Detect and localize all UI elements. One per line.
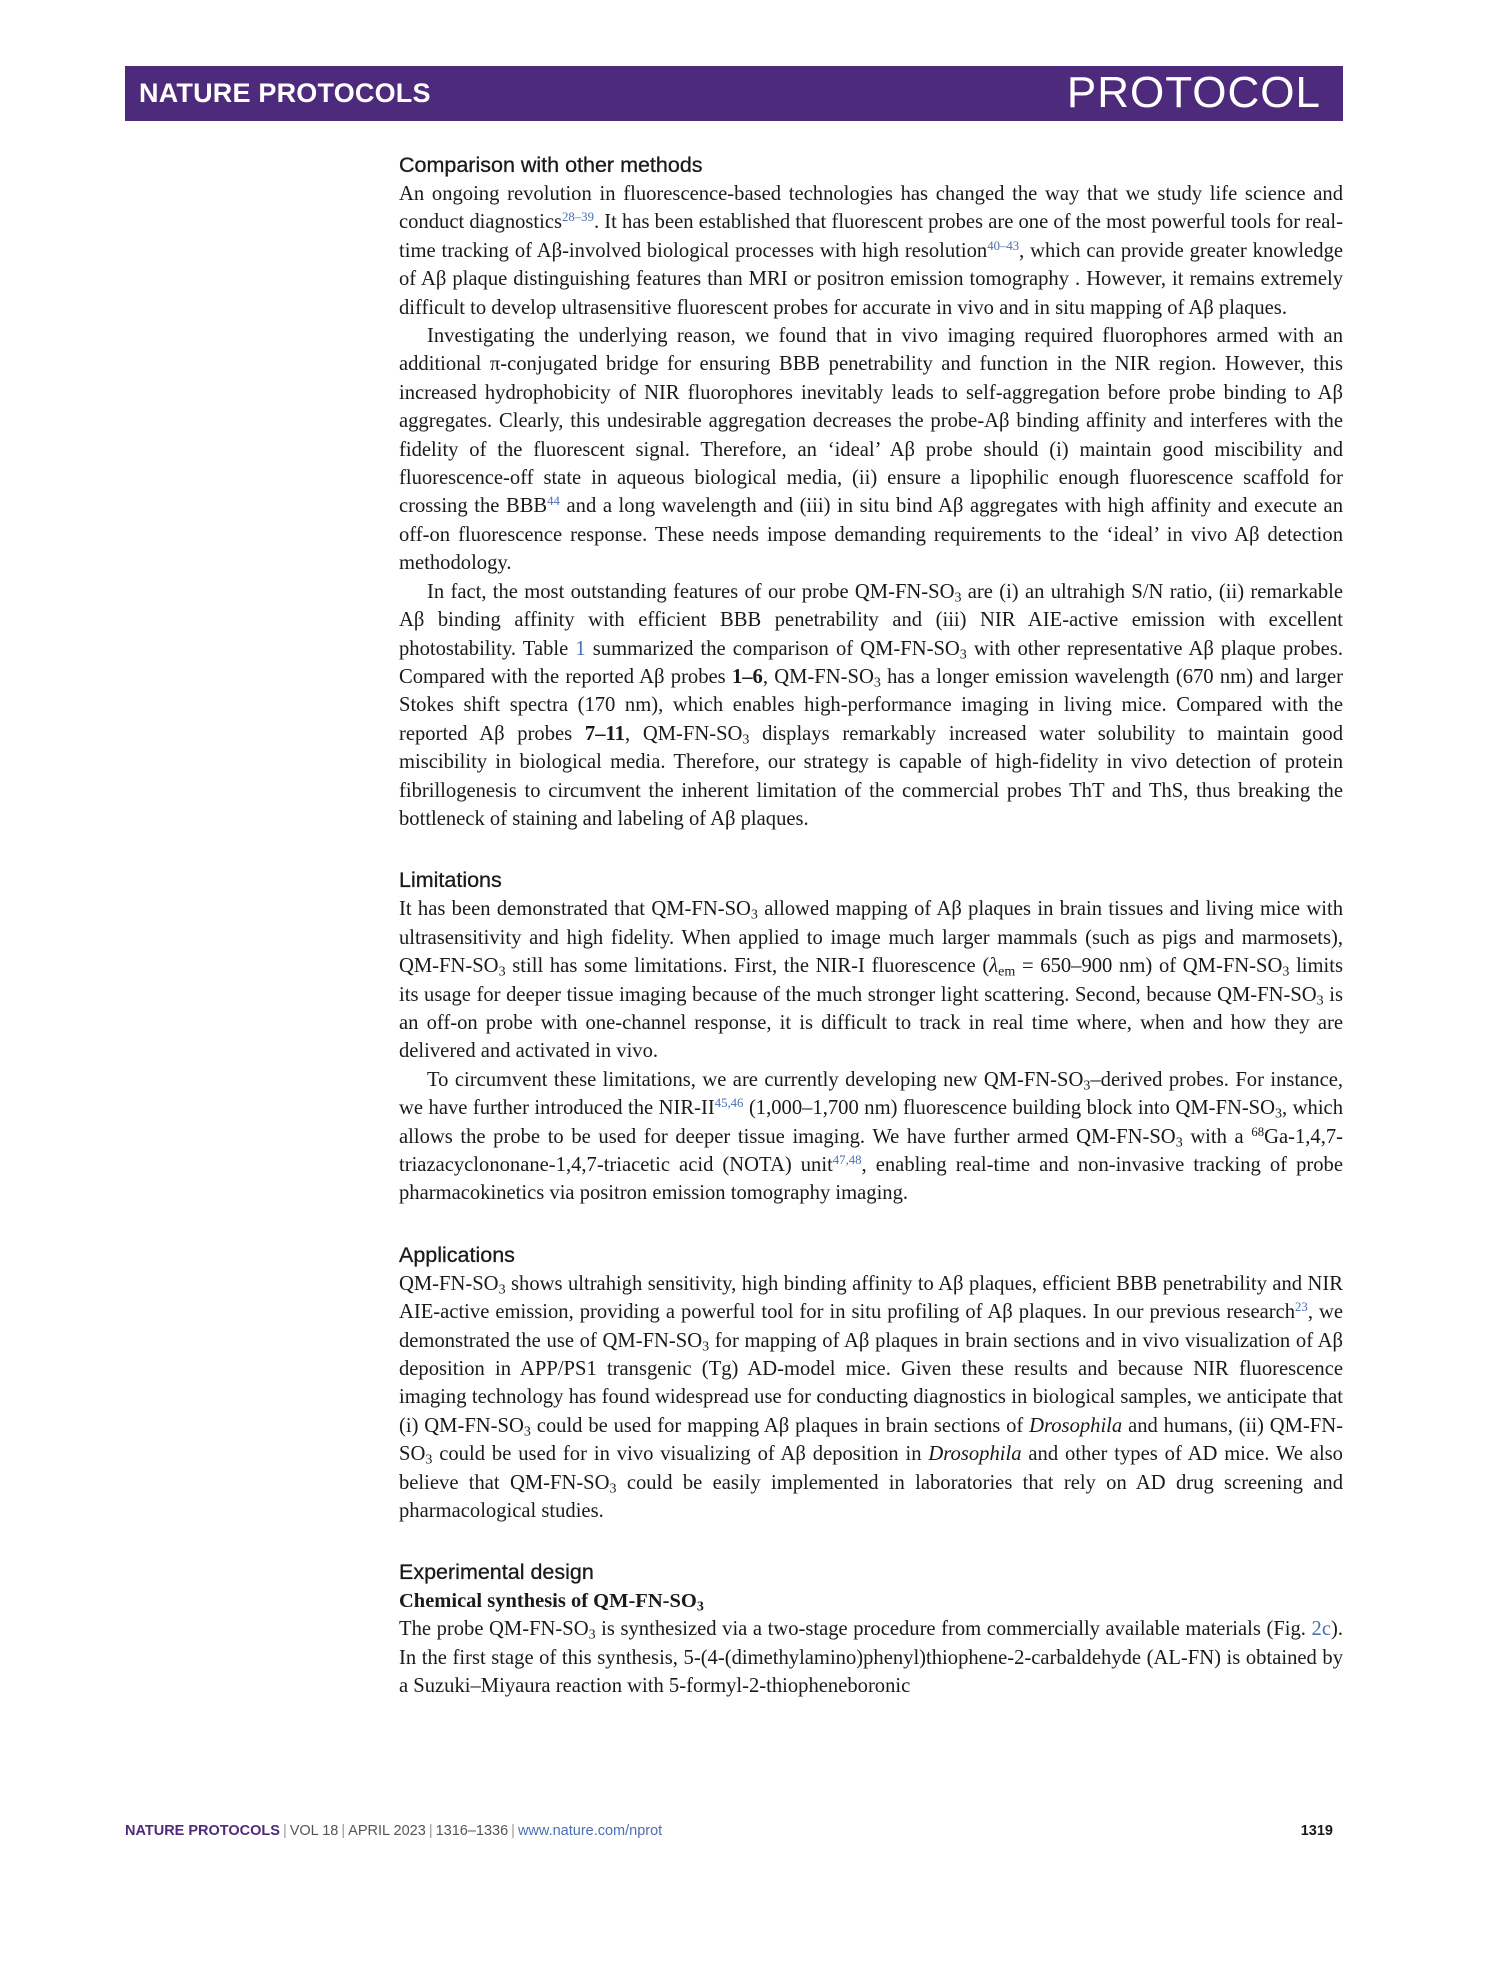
- paragraph-comparison-1: An ongoing revolution in fluorescence-based technologies has changed the way that we study life science and conduct diagnostics$^{28-39}$. It has been established that fluorescent probes are one of the most powerful tools for real-time tracking of Aβ-involved biological processes with high resolution$^{40-43}$, which can provide greater knowledge of Aβ plaque distinguishing features than MRI or positron emission tomography . However, it remains extremely difficult to develop ultrasensitive fluorescent probes for accurate in vivo and in situ mapping of Aβ plaques.: [399, 183, 1344, 319]
- footer-url-link[interactable]: www.nature.com/nprot: [517, 1823, 663, 1839]
- citation-link[interactable]: 40–43: [987, 238, 1020, 253]
- footer-journal: NATURE PROTOCOLS: [125, 1823, 280, 1839]
- paragraph-design-1: The probe $QM-FN-SO_3$ is synthesized via a two-stage procedure from commercially available materials (Fig. 2c). In the first stage of this synthesis, 5-(4-(dimethylamino)phenyl)thiophene-2-carbaldehyde (AL-FN) is obtained by a Suzuki–Miyaura reaction with 5-formyl-2-thiopheneboronic: [399, 1618, 1343, 1698]
- section-heading-comparison: Comparison with other methods: [399, 153, 703, 177]
- figure-link[interactable]: 2c: [1311, 1618, 1331, 1641]
- footer-date: APRIL 2023: [348, 1823, 426, 1839]
- paragraph-limitations-2: To circumvent these limitations, we are currently developing new $QM-FN-SO_3$–derived probes. For instance, we have further introduced the NIR-II$^{45,46}$ (1,000–1,700 nm) fluorescence building block into $QM-FN-SO_3$, which allows the probe to be used for deeper tissue imaging. We have further armed $QM-FN-SO_3$ with a $^{68}$Ga-1,4,7-triazacyclononane-1,4,7-triacetic acid (NOTA) unit$^{47,48}$, enabling real-time and non-invasive tracking of probe pharmacokinetics via positron emission tomography imaging.: [399, 1068, 1344, 1205]
- citation-link[interactable]: 28–39: [562, 210, 594, 225]
- paragraph-comparison-2: Investigating the underlying reason, we found that in vivo imaging required fluorophores armed with an additional π-conjugated bridge for ensuring BBB penetrability and function in the NIR region. However, this increased hydrophobicity of NIR fluorophores inevitably leads to self-aggregation before probe binding to Aβ aggregates. Clearly, this undesirable aggregation decreases the probe-Aβ binding affinity and interferes with the fidelity of the fluorescent signal. Therefore, an ‘ideal’ Aβ probe should (i) maintain good miscibility and fluorescence-off state in aqueous biological media, (ii) ensure a lipophilic enough fluorescence scaffold for crossing the BBB$^{44}$ and a long wavelength and (iii) in situ bind Aβ aggregates with high affinity and execute an off-on fluorescence response. These needs impose demanding requirements to the ‘ideal’ in vivo Aβ detection methodology.: [399, 325, 1343, 575]
- paragraph-limitations-1: It has been demonstrated that $QM-FN-SO_3$ allowed mapping of Aβ plaques in brain tissues and living mice with ultrasensitivity and high fidelity. When applied to image much larger mammals (such as pigs and marmosets), $QM-FN-SO_3$ still has some limitations. First, the NIR-I fluorescence ($\lambda_{em} = 650-900$ nm) of $QM-FN-SO_3$ limits its usage for deeper tissue imaging because of the much stronger light scattering. Second, because $QM-FN-SO_3$ is an off-on probe with one-channel response, it is difficult to track in real time where, when and how they are delivered and activated in vivo.: [399, 898, 1343, 1063]
- subsection-heading-chemical-synthesis: Chemical synthesis of $QM-FN-SO_3$: [399, 1590, 704, 1615]
- section-heading-applications: Applications: [399, 1242, 515, 1267]
- footer-volume: VOL 18: [289, 1823, 339, 1839]
- section-heading-experimental-design: Experimental design: [399, 1560, 594, 1585]
- footer-pages: 1316–1336: [435, 1823, 509, 1839]
- citation-link[interactable]: 47,48: [832, 1152, 862, 1167]
- paragraph-comparison-3: In fact, the most outstanding features of our probe $QM-FN-SO_3$ are (i) an ultrahigh S/N ratio, (ii) remarkable Aβ binding affinity with efficient BBB penetrability and (iii) NIR AIE-active emission with excellent photostability. Table 1 summarized the comparison of $QM-FN-SO_3$ with other representative Aβ plaque probes. Compared with the reported Aβ probes 1–6, $QM-FN-SO_3$ has a longer emission wavelength (670 nm) and larger Stokes shift spectra (170 nm), which enables high-performance imaging in living mice. Compared with the reported Aβ probes 7–11, $QM-FN-SO_3$ displays remarkably increased water solubility to maintain good miscibility in biological media. Therefore, our strategy is capable of high-fidelity in vivo detection of protein fibrillogenesis to circumvent the inherent limitation of the commercial probes ThT and ThS, thus breaking the bottleneck of staining and labeling of Aβ plaques.: [399, 580, 1343, 830]
- paragraph-applications-1: $QM-FN-SO_3$ shows ultrahigh sensitivity, high binding affinity to Aβ plaques, efficient BBB penetrability and NIR AIE-active emission, providing a powerful tool for in situ profiling of Aβ plaques. In our previous research$^{23}$, we demonstrated the use of $QM-FN-SO_3$ for mapping of Aβ plaques in brain sections and in vivo visualization of Aβ deposition in APP/PS1 transgenic (Tg) AD-model mice. Given these results and because NIR fluorescence imaging technology has found widespread use for conducting diagnostics in biological samples, we anticipate that (i) $QM-FN-SO_3$ could be used for mapping Aβ plaques in brain sections of Drosophila and humans, (ii) $QM-FN-SO_3$ could be used for in vivo visualizing of Aβ deposition in Drosophila and other types of AD mice. We also believe that $QM-FN-SO_3$ could be easily implemented in laboratories that rely on AD drug screening and pharmacological studies.: [399, 1272, 1343, 1523]
- citation-link[interactable]: 44: [547, 494, 560, 509]
- citation-link[interactable]: 23: [1295, 1300, 1308, 1315]
- section-heading-limitations: Limitations: [399, 868, 502, 893]
- table-link[interactable]: 1: [575, 637, 586, 660]
- article-type: PROTOCOL: [1066, 68, 1321, 117]
- journal-header-bar: [125, 66, 1343, 121]
- journal-name: NATURE PROTOCOLS: [139, 78, 431, 108]
- page-number: 1319: [1300, 1823, 1333, 1839]
- article-body: [399, 150, 1343, 1701]
- citation-link[interactable]: 45,46: [714, 1096, 744, 1111]
- page-footer: NATURE PROTOCOLS | VOL 18 | APRIL 2023 | 1316–1336 | www.nature.com/nprot 1319: [125, 1823, 1333, 1839]
